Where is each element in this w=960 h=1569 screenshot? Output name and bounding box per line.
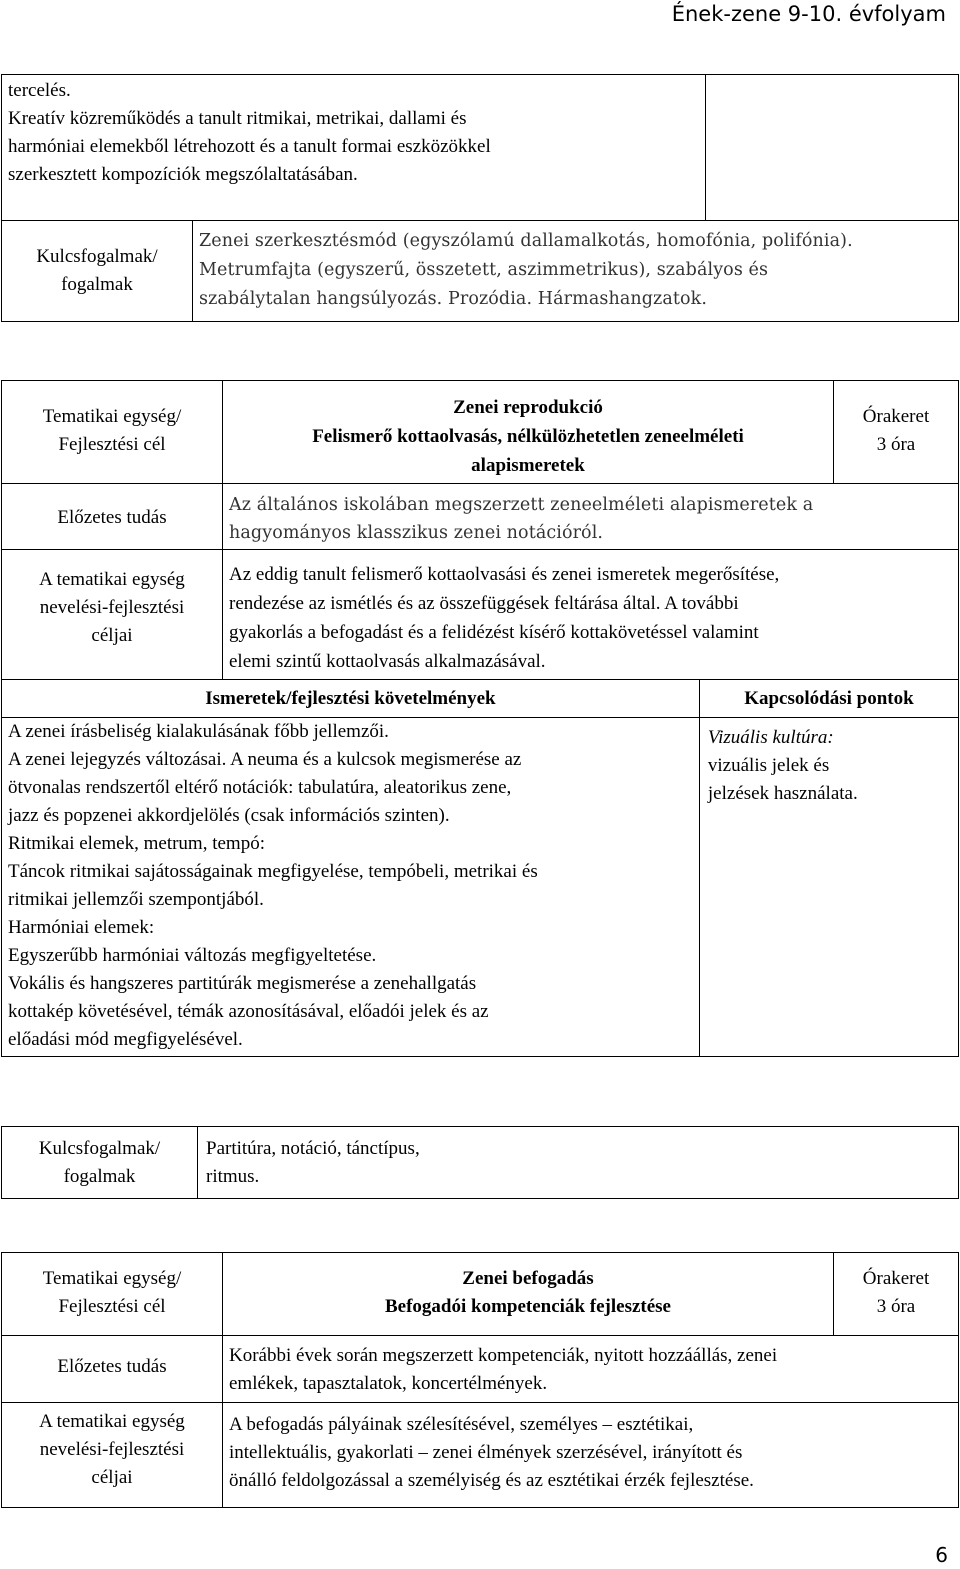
prior-line: emlékek, tapasztalatok, koncertélmények. <box>229 1373 548 1394</box>
links-header-cell <box>699 680 958 718</box>
topic-label: Fejlesztési cél <box>58 434 166 455</box>
intro-empty-cell <box>706 75 959 221</box>
hours-label: Órakeret <box>862 406 930 427</box>
requirement-line: jazz és popzenei akkordjelölés (csak információs szinten). <box>8 805 450 826</box>
links-line: jelzések használata. <box>707 783 858 804</box>
unit1-title: Zenei reprodukció <box>453 397 603 418</box>
goals-line: intellektuális, gyakorlati – zenei élmények szerzésével, irányított és <box>229 1442 743 1463</box>
unit2-title: Zenei befogadás <box>462 1268 594 1289</box>
intro-text-cell <box>2 75 706 221</box>
topic-label: Tematikai egység/ <box>42 406 182 427</box>
unit1-prior-cell <box>223 484 959 550</box>
requirement-line: Egyszerűbb harmóniai változás megfigyeltetése. <box>8 945 377 966</box>
prior-line: Korábbi évek során megszerzett kompetenciák, nyitott hozzáállás, zenei <box>229 1345 778 1366</box>
links-cell <box>699 718 958 1057</box>
goals-label: A tematikai egység <box>39 1411 185 1432</box>
goals-line: gyakorlás a befogadást és a felidézést kísérő kottakövetéssel valamint <box>229 622 759 643</box>
intro-line: harmóniai elemekből létrehozott és a tanult formai eszközökkel <box>8 136 491 157</box>
intro-line: szerkesztett kompozíciók megszólaltatásában. <box>8 164 358 185</box>
unit1-subtitle: alapismeretek <box>471 455 585 476</box>
topic-label: Tematikai egység/ <box>42 1268 182 1289</box>
unit1-subtitle: Felismerő kottaolvasás, nélkülözhetetlen zeneelméleti <box>312 426 744 447</box>
unit2-goals-cell <box>223 1403 959 1508</box>
goals-line: elemi szintű kottaolvasás alkalmazásával. <box>229 651 546 672</box>
goals-line: A befogadás pályáinak szélesítésével, személyes – esztétikai, <box>229 1414 694 1435</box>
goals-label: céljai <box>91 625 133 646</box>
requirements-header-cell <box>2 680 700 718</box>
key-concept-line: Metrumfajta (egyszerű, összetett, aszimmetrikus), szabályos és <box>199 260 769 280</box>
requirements-cell <box>2 718 700 1057</box>
requirement-line: Ritmikai elemek, metrum, tempó: <box>8 833 265 854</box>
goals-label: nevelési-fejlesztési <box>39 597 185 618</box>
goals-label: nevelési-fejlesztési <box>39 1439 185 1460</box>
requirements-header: Ismeretek/fejlesztési követelmények <box>205 687 496 709</box>
prior-knowledge-label: Előzetes tudás <box>57 507 167 528</box>
requirement-line: A zenei lejegyzés változásai. A neuma és a kulcsok megismerése az <box>8 749 522 770</box>
unit1-table <box>1 380 959 1057</box>
unit1-title-cell <box>223 381 834 484</box>
unit1-topic-label-cell <box>2 381 223 484</box>
requirement-line: előadási mód megfigyelésével. <box>8 1029 243 1050</box>
unit1-hours-cell <box>834 381 959 484</box>
unit2-goals-label-cell <box>2 1403 223 1508</box>
key-concept-line: szabálytalan hangsúlyozás. Prozódia. Hármashangzatok. <box>199 289 708 309</box>
key-concept-line: Zenei szerkesztésmód (egyszólamú dallamalkotás, homofónia, polifónia). <box>199 231 853 251</box>
unit2-prior-cell <box>223 1336 959 1403</box>
unit1-goals-cell <box>223 550 959 680</box>
unit2-title-cell <box>223 1253 834 1336</box>
key-concepts-label: Kulcsfogalmak/ <box>38 1137 161 1159</box>
key-concepts-label: Kulcsfogalmak/ <box>36 246 158 267</box>
goals-line: Az eddig tanult felismerő kottaolvasási és zenei ismeretek megerősítése, <box>229 564 780 585</box>
links-subject: Vizuális kultúra: <box>707 727 834 748</box>
key-concepts-label: fogalmak <box>61 274 133 295</box>
prior-line: hagyományos klasszikus zenei notációról. <box>229 523 604 543</box>
hours-label: Órakeret <box>862 1268 930 1289</box>
goals-label: A tematikai egység <box>39 569 185 590</box>
requirement-line: A zenei írásbeliség kialakulásának főbb jellemzői. <box>8 721 389 742</box>
key-concept-line: ritmus. <box>206 1165 260 1187</box>
unit2-table <box>1 1252 959 1508</box>
key-concepts-label-cell <box>2 221 193 322</box>
page-header-title: Ének-zene 9-10. évfolyam <box>671 2 946 26</box>
requirement-line: kottakép követésével, témák azonosításával, előadói jelek és az <box>8 1001 489 1022</box>
intro-line: Kreatív közreműködés a tanult ritmikai, metrikai, dallami és <box>8 108 467 129</box>
topic-label: Fejlesztési cél <box>58 1296 166 1317</box>
goals-line: önálló feldolgozással a személyiség és az esztétikai érzék fejlesztése. <box>229 1470 754 1491</box>
key2-content-cell <box>198 1127 959 1199</box>
key-concepts-label: fogalmak <box>63 1165 136 1187</box>
requirement-line: Táncok ritmikai sajátosságainak megfigyelése, tempóbeli, metrikai és <box>8 861 538 882</box>
goals-label: céljai <box>91 1467 133 1488</box>
page-number: 6 <box>935 1543 948 1567</box>
links-header: Kapcsolódási pontok <box>744 687 914 709</box>
goals-line: rendezése az ismétlés és az összefüggések feltárása által. A további <box>229 593 739 614</box>
key2-label-cell <box>2 1127 198 1199</box>
intro-table <box>1 74 959 322</box>
unit2-topic-label-cell <box>2 1253 223 1336</box>
unit1-prior-label-cell <box>2 484 223 550</box>
requirement-line: ritmikai jellemzői szempontjából. <box>8 889 264 910</box>
hours-value: 3 óra <box>876 1296 916 1317</box>
hours-value: 3 óra <box>876 434 916 455</box>
unit2-hours-cell <box>834 1253 959 1336</box>
key-concept-line: Partitúra, notáció, tánctípus, <box>206 1137 420 1159</box>
requirement-line: Vokális és hangszeres partitúrák megismerése a zenehallgatás <box>8 973 477 994</box>
links-line: vizuális jelek és <box>707 755 830 776</box>
prior-line: Az általános iskolában megszerzett zeneelméleti alapismeretek a <box>229 495 814 515</box>
key-concepts-table-2 <box>1 1126 959 1199</box>
intro-line: tercelés. <box>8 80 71 101</box>
requirement-line: ötvonalas rendszertől eltérő notációk: tabulatúra, aleatorikus zene, <box>8 777 512 798</box>
unit2-subtitle: Befogadói kompetenciák fejlesztése <box>385 1296 671 1317</box>
requirement-line: Harmóniai elemek: <box>8 917 155 938</box>
unit1-goals-label-cell <box>2 550 223 680</box>
key-concepts-cell <box>193 221 959 322</box>
prior-knowledge-label: Előzetes tudás <box>57 1356 167 1377</box>
unit2-prior-label-cell <box>2 1336 223 1403</box>
